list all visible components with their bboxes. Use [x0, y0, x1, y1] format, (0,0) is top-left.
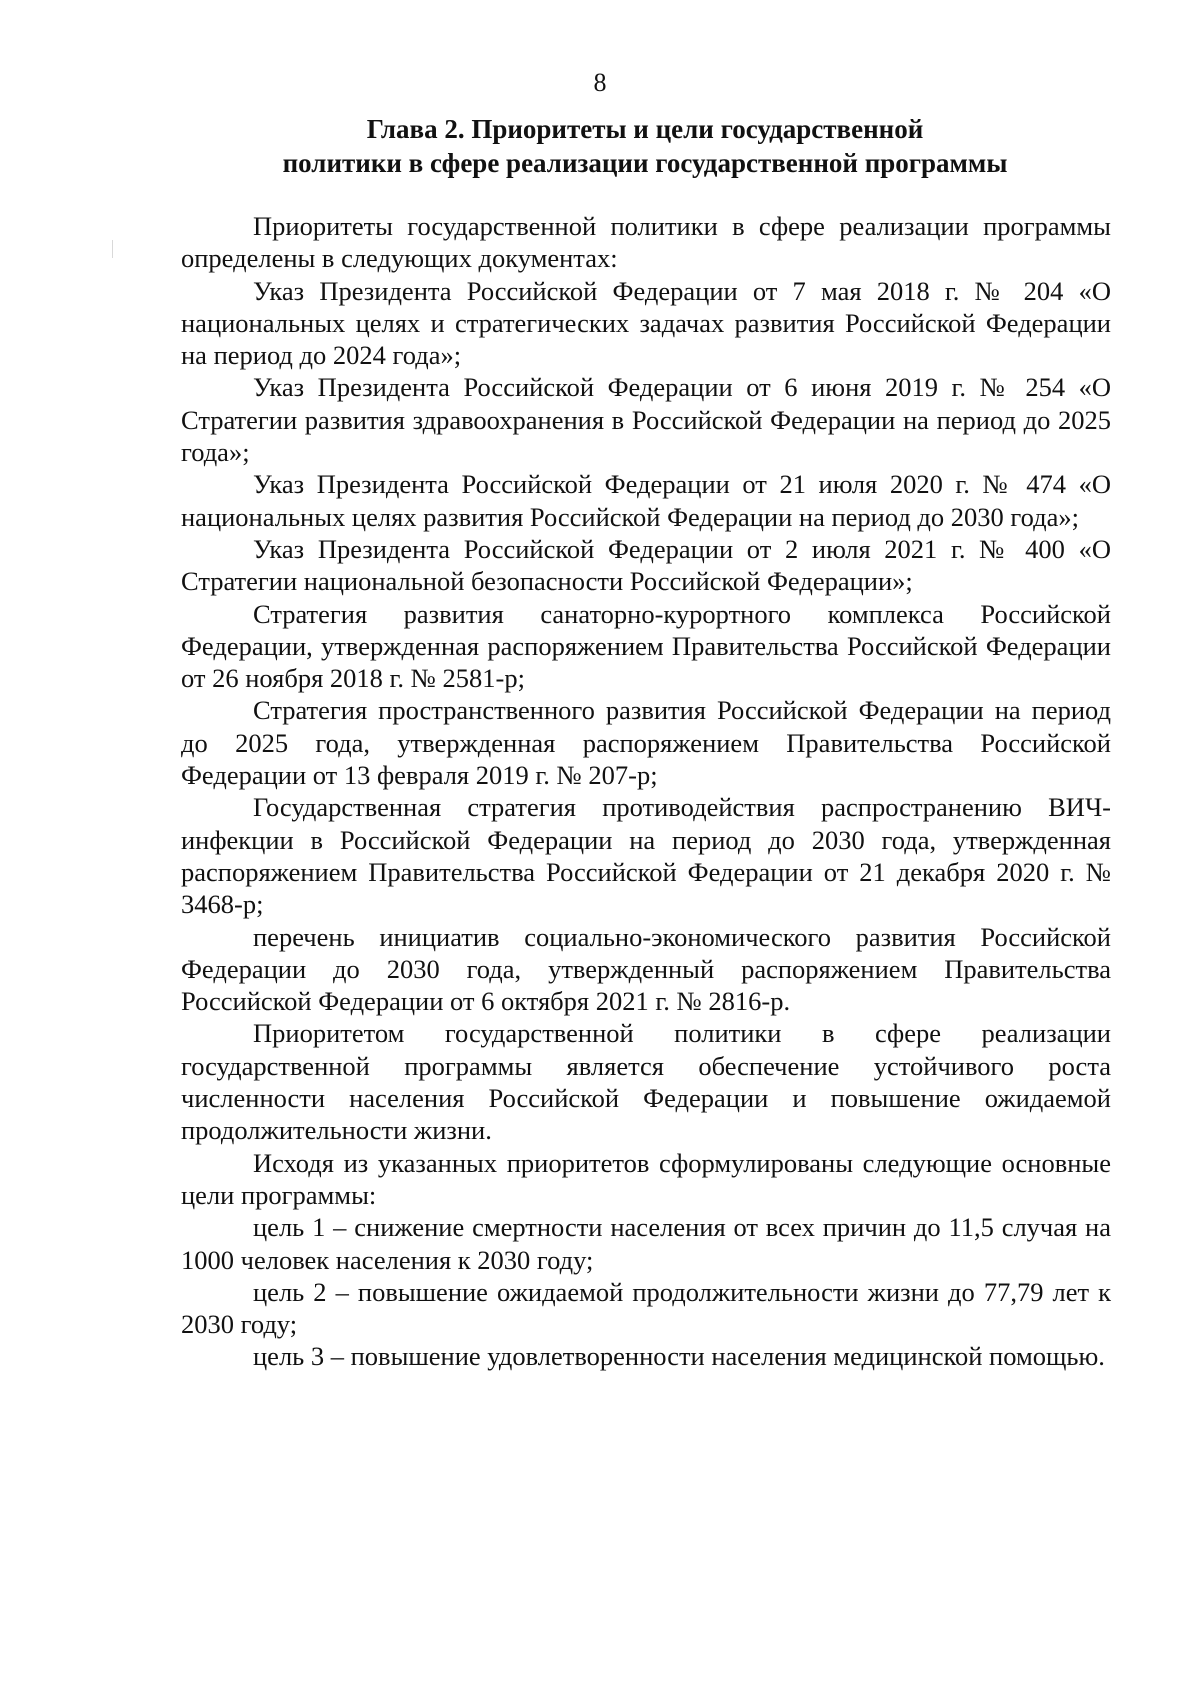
paragraph-decree-204: Указ Президента Российской Федерации от 7 мая 2018 г. № 204 «О национальных целях и стратегических задачах развития Российской Федерации на период до 2024 года»; [181, 275, 1111, 371]
paragraph-decree-254: Указ Президента Российской Федерации от 6 июня 2019 г. № 254 «О Стратегии развития здравоохранения в Российской Федерации на период до 2025 года»; [181, 372, 1111, 468]
paragraph-decree-474: Указ Президента Российской Федерации от 21 июля 2020 г. № 474 «О национальных целях развития Российской Федерации на период до 2030 года»; [181, 469, 1111, 532]
chapter-heading-line-1: Глава 2. Приоритеты и цели государственной [366, 114, 924, 144]
paragraph-strategy-hiv: Государственная стратегия противодействия распространению ВИЧ-инфекции в Российской Федерации на период до 2030 года, утвержденная распоряжением Правительства Российской Федерации от 21 декабря 2020 г. № 3468-р; [181, 792, 1111, 920]
chapter-heading-line-2: политики в сфере реализации государственной программы [282, 148, 1008, 178]
chapter-heading [180, 112, 1110, 180]
paragraph-goal-1: цель 1 – снижение смертности населения от всех причин до 11,5 случая на 1000 человек населения к 2030 году; [181, 1212, 1111, 1275]
scan-artifact-mark [112, 240, 113, 258]
paragraph-priority-statement: Приоритетом государственной политики в сфере реализации государственной программы является обеспечение устойчивого роста численности населения Российской Федерации и повышение ожидаемой продолжительности жизни. [181, 1018, 1111, 1146]
page-number: 8 [593, 68, 607, 97]
body-text [181, 210, 1111, 1373]
paragraph-priorities-intro: Приоритеты государственной политики в сфере реализации программы определены в следующих документах: [181, 211, 1111, 274]
paragraph-initiatives-list: перечень инициатив социально-экономического развития Российской Федерации до 2030 года, утвержденный распоряжением Правительства Российской Федерации от 6 октября 2021 г. № 2816-р. [181, 921, 1111, 1017]
paragraph-goal-2: цель 2 – повышение ожидаемой продолжительности жизни до 77,79 лет к 2030 году; [181, 1276, 1111, 1340]
paragraph-decree-400: Указ Президента Российской Федерации от 2 июля 2021 г. № 400 «О Стратегии национальной безопасности Российской Федерации»; [181, 533, 1111, 597]
paragraph-goal-3: цель 3 – повышение удовлетворенности населения медицинской помощью. [253, 1341, 1105, 1372]
paragraph-goals-intro: Исходя из указанных приоритетов сформулированы следующие основные цели программы: [181, 1147, 1111, 1210]
paragraph-strategy-spatial: Стратегия пространственного развития Российской Федерации на период до 2025 года, утвержденная распоряжением Правительства Российской Федерации от 13 февраля 2019 г. № 207-р; [181, 695, 1111, 791]
paragraph-strategy-sanatorium: Стратегия развития санаторно-курортного комплекса Российской Федерации, утвержденная распоряжением Правительства Российской Федерации от 26 ноября 2018 г. № 2581-р; [181, 598, 1111, 694]
